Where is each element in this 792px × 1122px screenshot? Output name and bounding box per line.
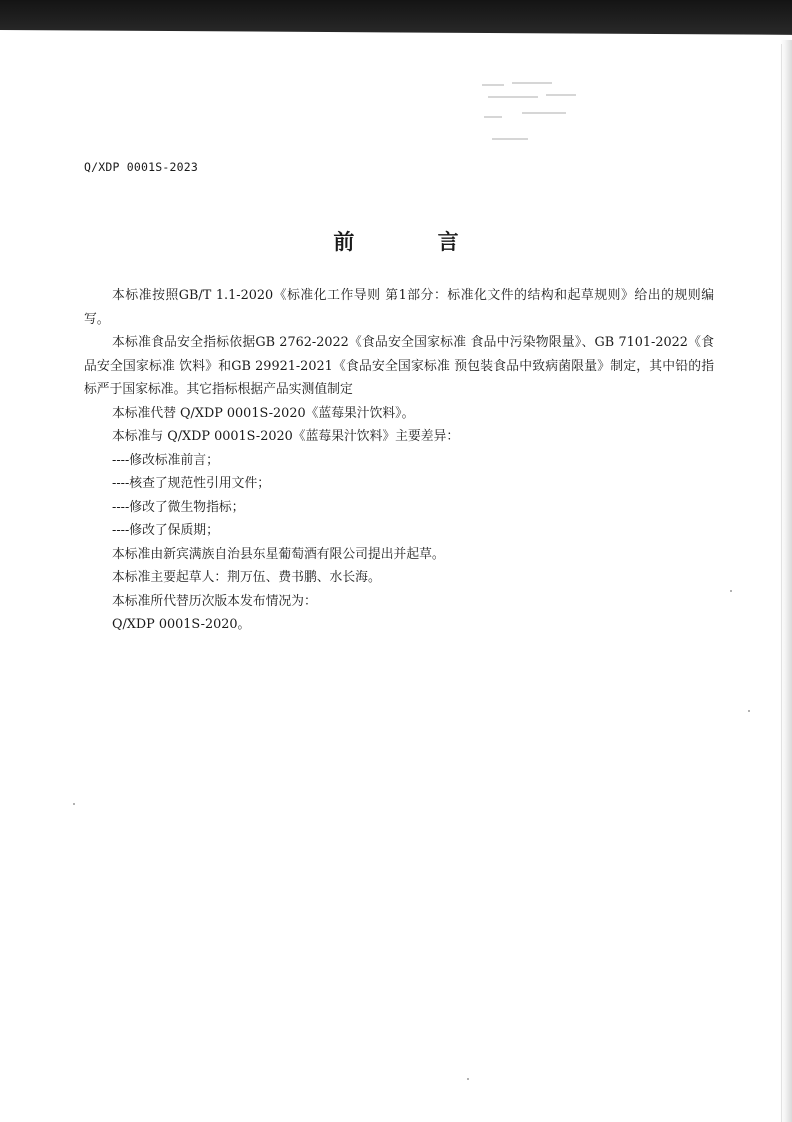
scan-right-edge: [781, 44, 782, 1122]
scan-speck: [73, 803, 75, 805]
line-main-differences: 本标准与 Q/XDP 0001S-2020《蓝莓果汁饮料》主要差异：: [112, 429, 460, 444]
scan-speck: [467, 1078, 469, 1080]
document-code: Q/XDP 0001S-2023: [84, 160, 198, 174]
difference-item: ----修改了保质期；: [112, 523, 219, 538]
scan-speck: [748, 710, 750, 712]
line-previous-versions: 本标准所代替历次版本发布情况为：: [112, 593, 317, 609]
scan-speck: [730, 590, 732, 592]
line-replaces: 本标准代替 Q/XDP 0001S-2020《蓝莓果汁饮料》。: [112, 405, 415, 421]
difference-item: ----修改了微生物指标；: [112, 499, 245, 515]
difference-item: ----核查了规范性引用文件；: [112, 476, 271, 491]
paragraph-safety-indicators: 本标准食品安全指标依据GB 2762-2022《食品安全国家标准 食品中污染物限量》、GB 7101-2022《食品安全国家标准 饮料》和GB 29921-2021《食品安全国家标准 预包装食品中致病菌限量》制定，其中铅的指标严于国家标准。其它指标根据产品实测值制定: [84, 335, 714, 397]
paragraph-drafting-rules: 本标准按照GB/T 1.1-2020《标准化工作导则 第1部分：标准化文件的结构和起草规则》给出的规则编写。: [84, 288, 714, 327]
page-title: 前 言: [333, 229, 497, 254]
difference-item: ----修改标准前言；: [112, 452, 219, 468]
foreword-body: [84, 284, 714, 637]
faint-stamp-mark: [482, 76, 602, 146]
line-drafters: 本标准主要起草人：荆万伍、费书鹏、水长海。: [112, 570, 381, 585]
previous-version-code: Q/XDP 0001S-2020。: [112, 617, 251, 632]
line-proposer: 本标准由新宾满族自治县东星葡萄酒有限公司提出并起草。: [112, 546, 445, 562]
